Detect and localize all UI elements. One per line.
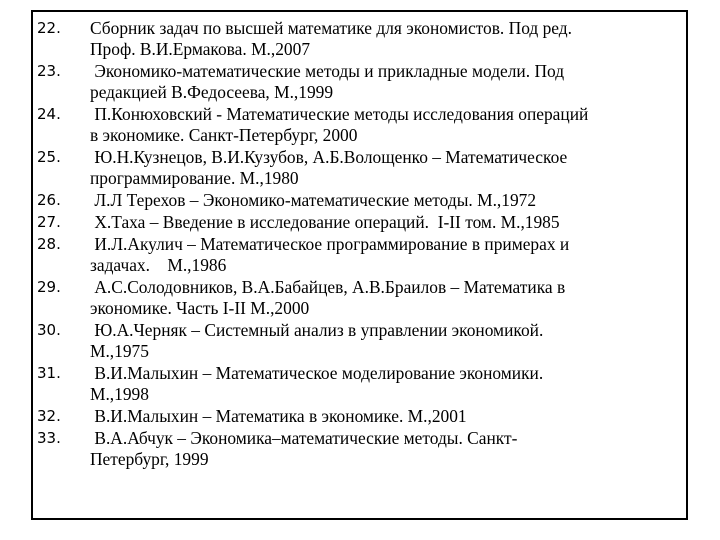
- reference-text: [90, 18, 686, 60]
- reference-number: 26.: [37, 191, 61, 209]
- reference-line: М.,1975: [90, 341, 149, 361]
- reference-line: Ю.Н.Кузнецов, В.И.Кузубов, А.Б.Волощенко – Математическое: [90, 147, 568, 167]
- reference-line: экономике. Часть I-II М.,2000: [90, 298, 310, 318]
- reference-line: Х.Таха – Введение в исследование операций. I-II том. М.,1985: [90, 212, 560, 232]
- reference-text: [90, 147, 686, 189]
- reference-line: В.А.Абчук – Экономика–математические методы. Санкт-: [90, 428, 518, 448]
- reference-line: Экономико-математические методы и прикладные модели. Под: [90, 61, 565, 81]
- reference-text: [90, 104, 686, 146]
- reference-number: 28.: [37, 235, 61, 253]
- reference-line: Петербург, 1999: [90, 449, 209, 469]
- reference-number: 31.: [37, 364, 61, 382]
- reference-item: [33, 277, 686, 319]
- reference-item: [33, 61, 686, 103]
- reference-text: [90, 61, 686, 103]
- reference-line: Проф. В.И.Ермакова. М.,2007: [90, 39, 311, 59]
- bibliography-frame: [31, 10, 688, 520]
- reference-item: [33, 406, 686, 427]
- reference-number: 25.: [37, 148, 61, 166]
- reference-line: В.И.Малыхин – Математическое моделирование экономики.: [90, 363, 544, 383]
- reference-line: Ю.А.Черняк – Системный анализ в управлении экономикой.: [90, 320, 544, 340]
- reference-text: [90, 428, 686, 470]
- reference-text: [90, 406, 686, 427]
- reference-number: 32.: [37, 407, 61, 425]
- reference-item: [33, 147, 686, 189]
- reference-number: 22.: [37, 19, 61, 37]
- reference-line: редакцией В.Федосеева, М.,1999: [90, 82, 334, 102]
- reference-line: задачах. М.,1986: [90, 255, 227, 275]
- reference-line: А.С.Солодовников, В.А.Бабайцев, А.В.Браилов – Математика в: [90, 277, 566, 297]
- reference-item: [33, 212, 686, 233]
- reference-line: программирование. М.,1980: [90, 168, 299, 188]
- reference-item: [33, 363, 686, 405]
- reference-line: Л.Л Терехов – Экономико-математические методы. М.,1972: [90, 190, 537, 210]
- reference-item: [33, 428, 686, 470]
- reference-line: М.,1998: [90, 384, 149, 404]
- reference-item: [33, 190, 686, 211]
- reference-text: [90, 320, 686, 362]
- reference-text: [90, 212, 686, 233]
- reference-item: [33, 104, 686, 146]
- reference-item: [33, 234, 686, 276]
- reference-text: [90, 234, 686, 276]
- reference-line: П.Конюховский - Математические методы исследования операций: [90, 104, 589, 124]
- reference-item: [33, 320, 686, 362]
- reference-line: в экономике. Санкт-Петербург, 2000: [90, 125, 358, 145]
- reference-line: В.И.Малыхин – Математика в экономике. М.,2001: [90, 406, 467, 426]
- reference-text: [90, 363, 686, 405]
- reference-number: 30.: [37, 321, 61, 339]
- reference-text: [90, 190, 686, 211]
- reference-item: [33, 18, 686, 60]
- reference-number: 33.: [37, 429, 61, 447]
- reference-number: 29.: [37, 278, 61, 296]
- reference-list: [33, 18, 686, 471]
- reference-number: 24.: [37, 105, 61, 123]
- reference-number: 23.: [37, 62, 61, 80]
- reference-number: 27.: [37, 213, 61, 231]
- reference-text: [90, 277, 686, 319]
- reference-line: И.Л.Акулич – Математическое программирование в примерах и: [90, 234, 570, 254]
- reference-line: Сборник задач по высшей математике для экономистов. Под ред.: [90, 18, 572, 38]
